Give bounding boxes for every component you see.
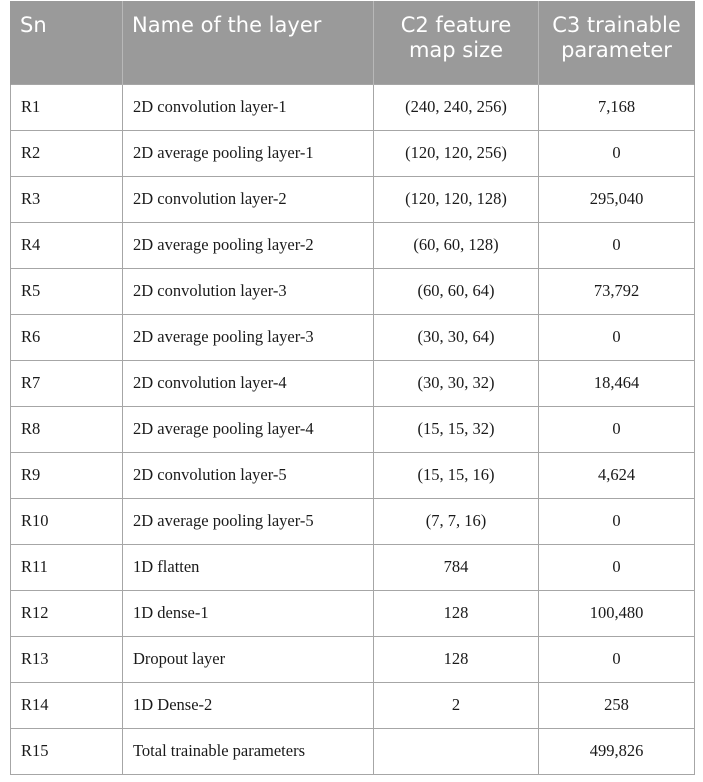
row-layer-name-cell: 2D average pooling layer-3 (123, 314, 374, 360)
row-parameter-cell: 295,040 (539, 176, 695, 222)
table-row (11, 636, 695, 682)
row-sn-cell: R5 (11, 268, 123, 314)
table-row (11, 452, 695, 498)
table-header (11, 1, 695, 84)
row-layer-name-cell: 1D dense-1 (123, 590, 374, 636)
row-layer-name-cell: 2D average pooling layer-4 (123, 406, 374, 452)
header-row (11, 1, 695, 84)
row-feature-map-cell: (15, 15, 32) (374, 406, 539, 452)
table-row (11, 728, 695, 774)
row-sn-cell: R1 (11, 84, 123, 130)
row-parameter-cell: 0 (539, 544, 695, 590)
header-layer-name: Name of the layer (123, 1, 374, 84)
row-sn-cell: R13 (11, 636, 123, 682)
row-sn-cell: R4 (11, 222, 123, 268)
row-sn-cell: R12 (11, 590, 123, 636)
table-row (11, 682, 695, 728)
layer-parameter-table (10, 1, 695, 775)
header-feature-map-size: C2 feature map size (374, 1, 539, 84)
row-feature-map-cell: (30, 30, 32) (374, 360, 539, 406)
row-sn-cell: R14 (11, 682, 123, 728)
table-row (11, 130, 695, 176)
row-feature-map-cell (374, 728, 539, 774)
row-layer-name-cell: Total trainable parameters (123, 728, 374, 774)
row-sn-cell: R15 (11, 728, 123, 774)
row-feature-map-cell: (60, 60, 128) (374, 222, 539, 268)
row-parameter-cell: 0 (539, 498, 695, 544)
table-row (11, 176, 695, 222)
row-sn-cell: R3 (11, 176, 123, 222)
row-sn-cell: R7 (11, 360, 123, 406)
table-row (11, 84, 695, 130)
row-feature-map-cell: (240, 240, 256) (374, 84, 539, 130)
table-row (11, 590, 695, 636)
row-layer-name-cell: 2D average pooling layer-2 (123, 222, 374, 268)
row-parameter-cell: 0 (539, 406, 695, 452)
row-layer-name-cell: 2D convolution layer-4 (123, 360, 374, 406)
row-feature-map-cell: 2 (374, 682, 539, 728)
table-row (11, 498, 695, 544)
row-parameter-cell: 4,624 (539, 452, 695, 498)
row-sn-cell: R11 (11, 544, 123, 590)
row-feature-map-cell: (7, 7, 16) (374, 498, 539, 544)
row-layer-name-cell: 2D convolution layer-3 (123, 268, 374, 314)
header-trainable-parameter: C3 trainable parameter (539, 1, 695, 84)
table-row (11, 544, 695, 590)
row-parameter-cell: 0 (539, 222, 695, 268)
row-feature-map-cell: (120, 120, 256) (374, 130, 539, 176)
row-feature-map-cell: 128 (374, 636, 539, 682)
row-parameter-cell: 73,792 (539, 268, 695, 314)
row-sn-cell: R10 (11, 498, 123, 544)
row-sn-cell: R2 (11, 130, 123, 176)
row-layer-name-cell: Dropout layer (123, 636, 374, 682)
row-layer-name-cell: 2D convolution layer-2 (123, 176, 374, 222)
row-parameter-cell: 0 (539, 314, 695, 360)
row-parameter-cell: 0 (539, 636, 695, 682)
row-parameter-cell: 499,826 (539, 728, 695, 774)
table-body (11, 84, 695, 774)
row-sn-cell: R6 (11, 314, 123, 360)
row-layer-name-cell: 2D convolution layer-5 (123, 452, 374, 498)
row-parameter-cell: 258 (539, 682, 695, 728)
row-feature-map-cell: (15, 15, 16) (374, 452, 539, 498)
row-feature-map-cell: 784 (374, 544, 539, 590)
row-layer-name-cell: 1D flatten (123, 544, 374, 590)
table-row (11, 360, 695, 406)
row-feature-map-cell: (60, 60, 64) (374, 268, 539, 314)
row-parameter-cell: 0 (539, 130, 695, 176)
row-layer-name-cell: 1D Dense-2 (123, 682, 374, 728)
table-row (11, 406, 695, 452)
row-feature-map-cell: (120, 120, 128) (374, 176, 539, 222)
row-sn-cell: R9 (11, 452, 123, 498)
row-feature-map-cell: 128 (374, 590, 539, 636)
table-row (11, 222, 695, 268)
row-parameter-cell: 100,480 (539, 590, 695, 636)
row-parameter-cell: 7,168 (539, 84, 695, 130)
table-row (11, 314, 695, 360)
row-sn-cell: R8 (11, 406, 123, 452)
header-sn: Sn (11, 1, 123, 84)
row-layer-name-cell: 2D convolution layer-1 (123, 84, 374, 130)
row-feature-map-cell: (30, 30, 64) (374, 314, 539, 360)
row-layer-name-cell: 2D average pooling layer-5 (123, 498, 374, 544)
row-layer-name-cell: 2D average pooling layer-1 (123, 130, 374, 176)
row-parameter-cell: 18,464 (539, 360, 695, 406)
table-row (11, 268, 695, 314)
